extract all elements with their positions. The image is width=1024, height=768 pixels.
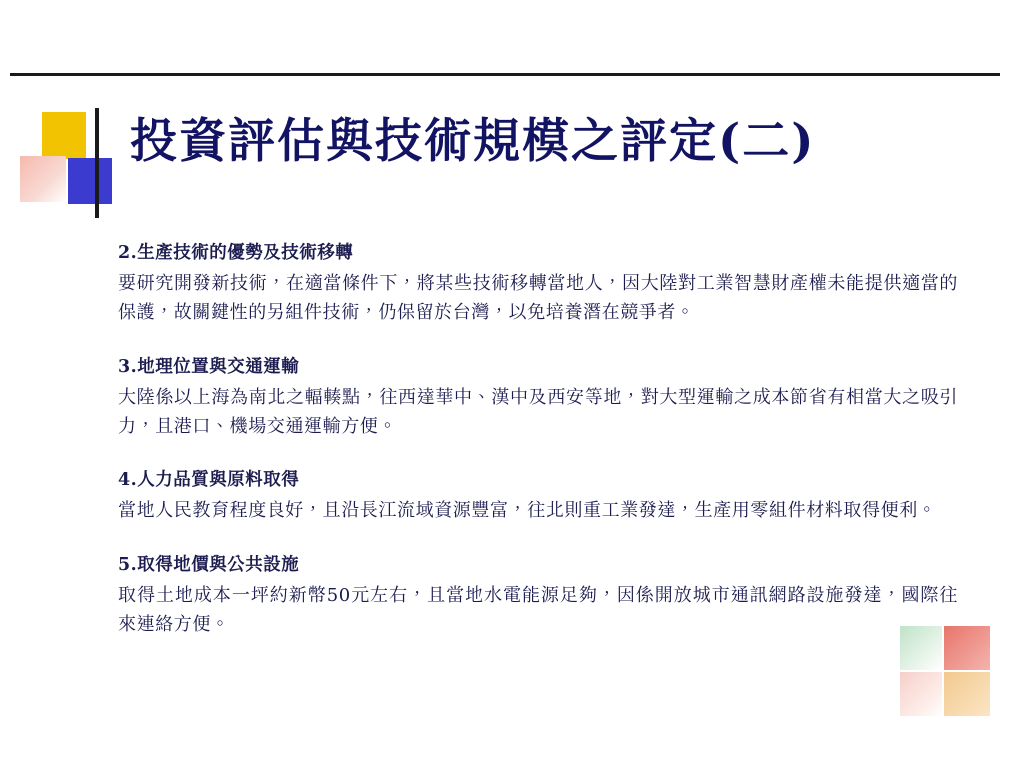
section-body: 取得土地成本一坪約新幣50元左右，且當地水電能源足夠，因係開放城市通訊網路設施發達，國際往來連絡方便。 [118,584,958,635]
decor-square-red [944,626,990,670]
section-body: 要研究開發新技術，在適當條件下，將某些技術移轉當地人，因大陸對工業智慧財產權未能提供適當的保護，故關鍵性的另組件技術，仍保留於台灣，以免培養潛在競爭者。 [118,273,958,324]
decor-square-orange [944,672,990,716]
decor-square-green [900,626,942,670]
decor-square-pale-pink [900,672,942,716]
section-body: 當地人民教育程度良好，且沿長江流域資源豐富，往北則重工業發達，生產用零組件材料取得便利。 [118,500,937,522]
content-section [118,354,958,442]
decorative-squares-bottom-right [900,626,1012,736]
section-heading: 5.取得地價與公共設施 [118,554,300,575]
decor-square-blue [68,158,112,204]
content-section [118,240,958,328]
section-heading: 4.人力品質與原料取得 [118,470,300,491]
decor-horizontal-rule [10,73,1000,76]
section-body: 大陸係以上海為南北之輻輳點，往西達華中、漢中及西安等地，對大型運輸之成本節省有相當大之吸引力，且港口、機場交通運輸方便。 [118,386,958,437]
slide-body [118,240,958,639]
decor-square-pink [20,156,66,202]
decor-square-yellow [42,112,86,159]
decorative-squares-top-left [20,108,135,226]
decor-vertical-rule [95,108,99,218]
content-section [118,467,958,525]
slide-title: 投資評估與技術規模之評定(二) [130,114,816,169]
section-heading: 2.生產技術的優勢及技術移轉 [118,243,354,263]
content-section [118,552,958,640]
section-heading: 3.地理位置與交通運輸 [118,356,300,377]
